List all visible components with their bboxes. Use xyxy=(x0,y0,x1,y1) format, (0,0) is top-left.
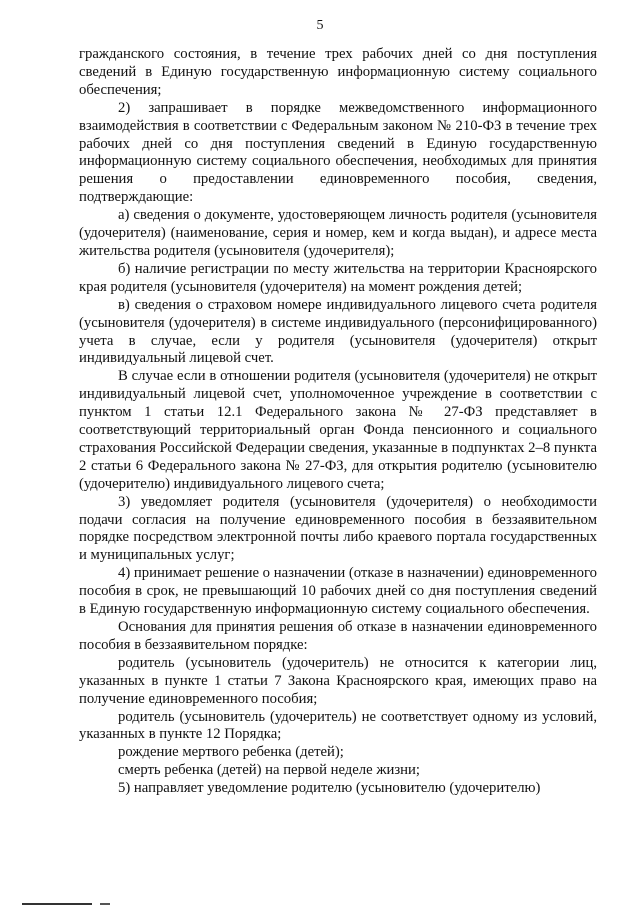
paragraph-subitem-v: в) сведения о страховом номере индивидуального лицевого счета родителя (усыновителя (удочерителя) в системе индивидуального (персонифицированного) учета в случае, если у родителя (усыновителя (удочерителя) открыт индивидуальный лицевой счет. xyxy=(79,296,597,367)
paragraph-refusal-grounds: Основания для принятия решения об отказе в назначении единовременного пособия в беззаявительном порядке: xyxy=(79,619,597,653)
document-body xyxy=(79,46,597,798)
paragraph-continuation: гражданского состояния, в течение трех рабочих дней со дня поступления сведений в Единую государственную информационную систему социального обеспечения; xyxy=(79,46,597,98)
paragraph-ground-conditions: родитель (усыновитель (удочеритель) не соответствует одному из условий, указанных в пункте 12 Порядка; xyxy=(79,708,597,743)
paragraph-item-3: 3) уведомляет родителя (усыновителя (удочерителя) о необходимости подачи согласия на получение единовременного пособия в беззаявительном порядке посредством электронной почты либо краевого портала государственных и муниципальных услуг; xyxy=(79,493,597,564)
paragraph-ground-category: родитель (усыновитель (удочеритель) не относится к категории лиц, указанных в пункте 1 статьи 7 Закона Красноярского края, имеющих право на получение единовременного пособия; xyxy=(79,654,597,707)
paragraph-subitem-b: б) наличие регистрации по месту жительства на территории Красноярского края родителя (усыновителя (удочерителя) на момент рождения детей; xyxy=(79,260,597,295)
paragraph-ground-stillbirth: рождение мертвого ребенка (детей); xyxy=(118,744,344,761)
paragraph-item-4: 4) принимает решение о назначении (отказе в назначении) единовременного пособия в срок, не превышающий 10 рабочих дней со дня поступления сведений в Единую государственную информационную систему социального обеспечения. xyxy=(79,565,597,618)
scan-artifact-dash xyxy=(100,903,110,905)
paragraph-subitem-a: а) сведения о документе, удостоверяющем личность родителя (усыновителя (удочерителя) (наименование, серия и номер, кем и когда выдан), и адресе места жительства родителя (усыновителя (удочерителя); xyxy=(79,207,597,259)
paragraph-ground-death: смерть ребенка (детей) на первой неделе жизни; xyxy=(118,762,420,779)
scan-artifact-line xyxy=(22,903,92,905)
page-number: 5 xyxy=(316,18,324,33)
paragraph-item-5: 5) направляет уведомление родителю (усыновителю (удочерителю) xyxy=(118,780,541,797)
paragraph-item-2: 2) запрашивает в порядке межведомственного информационного взаимодействия в соответствии с Федеральным законом № 210-ФЗ в течение трех рабочих дней со дня поступления сведений в Единую государственную информационную систему социального обеспечения, необходимых для принятия решения о предоставлении единовременного пособия, сведения, подтверждающие: xyxy=(79,99,597,206)
paragraph-no-account-case: В случае если в отношении родителя (усыновителя (удочерителя) не открыт индивидуальный лицевой счет, уполномоченное учреждение в соответствии с пунктом 1 статьи 12.1 Федерального закона № 27-ФЗ представляет в соответствующий территориальный орган Фонда пенсионного и социального страхования Российской Федерации сведения, указанные в подпунктах 2–8 пункта 2 статьи 6 Федерального закона № 27-ФЗ, для открытия родителю (усыновителю (удочерителю) индивидуального лицевого счета; xyxy=(79,368,597,492)
